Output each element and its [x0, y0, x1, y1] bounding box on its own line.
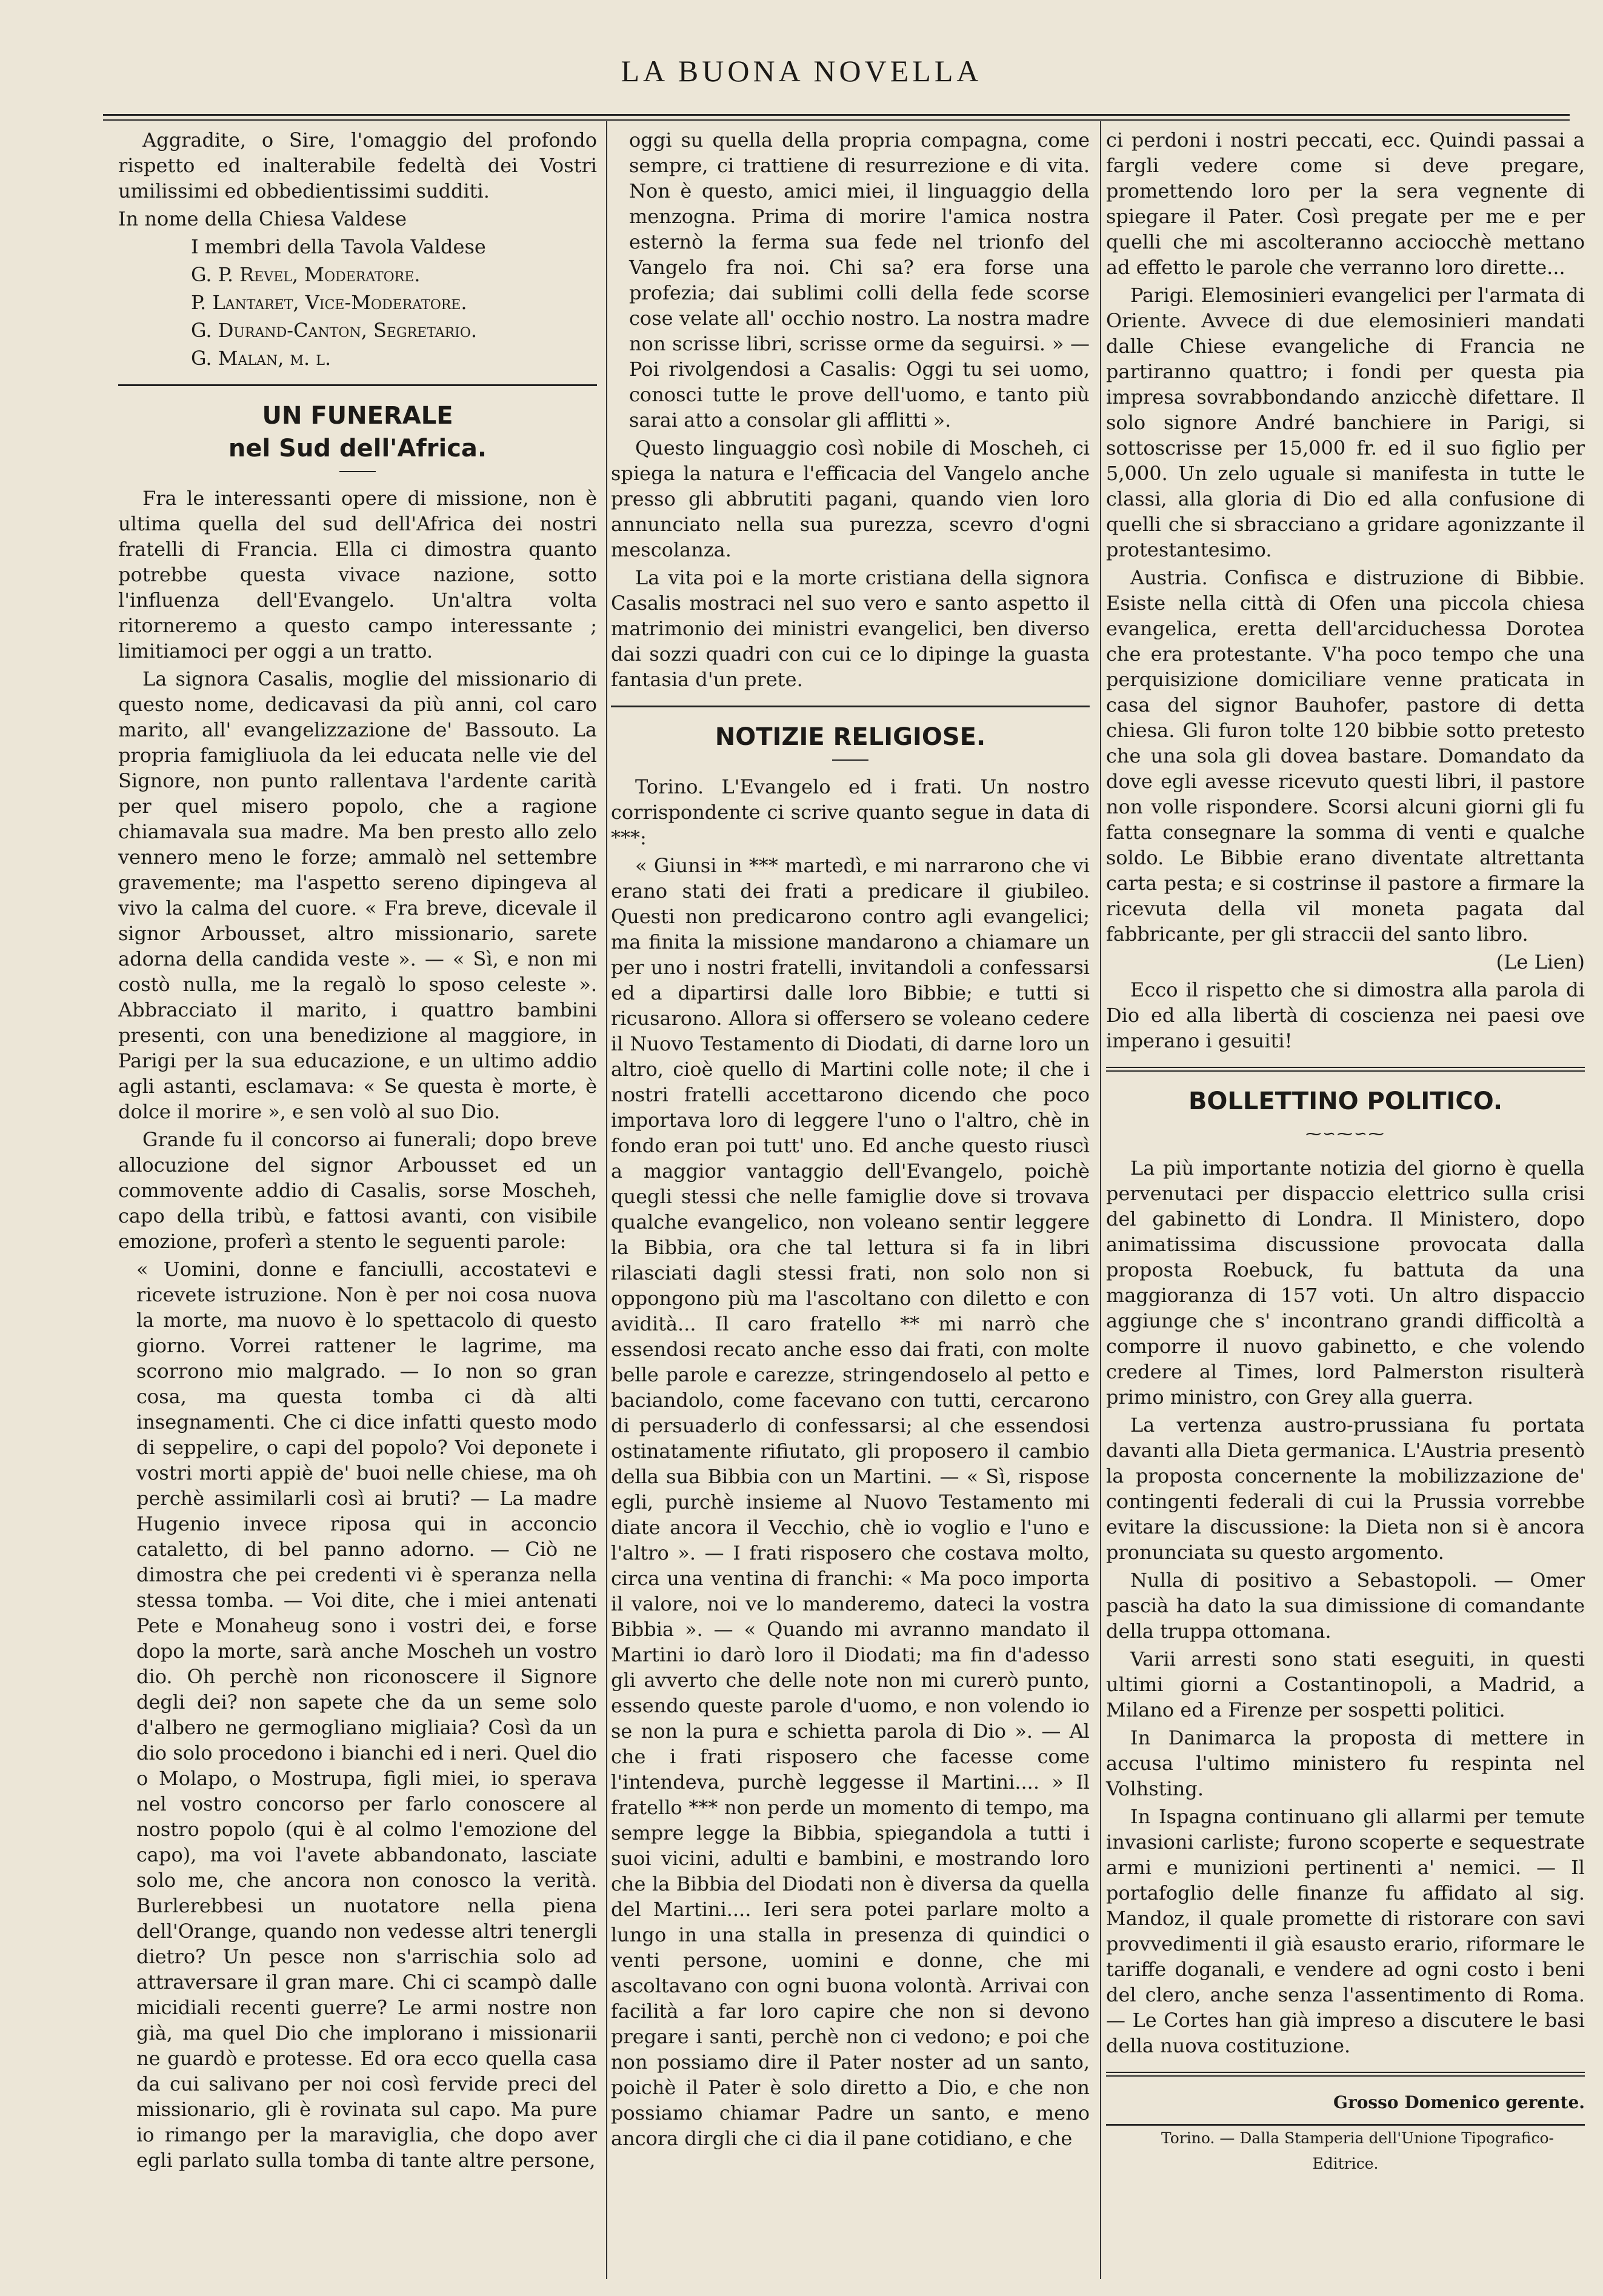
paragraph: Questo linguaggio così nobile di Moscheh, ci spiega la natura e l'efficacia del Vangelo anche presso gli abbrutiti pagani, quando vien loro annunciato nella sua purezza, scevro d'ogni mescolanza. [611, 436, 1090, 561]
paragraph: Austria. Confisca e distruzione di Bibbie. Esiste nella città di Ofen una piccola chiesa evangelica, eretta dell'arciduchessa Dorotea che era protestante. V'ha poco tempo che una perquisizione domiciliare venne praticata in casa del signor Bauhofer, pastore di detta chiesa. Gli furon tolte 120 bibbie sotto pretesto che una sola gli dovea bastare. Domandato da dove egli avesse ricevuto questi libri, il pastore non volle rispondere. Scorsi alcuni giorni gli fu fatta consegnare la somma di venti e qualche soldo. Le Bibbie erano diventate altrettanta carta pesta; e si costrinse il pastore a firmare la ricevuta della vil moneta pagata dal fabbricante, per gli straccii del santo libro. [1106, 566, 1585, 946]
signature-line: I membri della Tavola Valdese [191, 235, 486, 258]
column-divider [1100, 121, 1101, 2279]
paragraph: Varii arresti sono stati eseguiti, in questi ultimi giorni a Costantinopoli, a Madrid, a Milano ed a Firenze per sospetti politici. [1106, 1647, 1585, 1721]
short-rule [339, 471, 376, 472]
column-1 [118, 127, 597, 2175]
top-rule [103, 114, 1570, 121]
short-rule [832, 759, 868, 761]
paragraph: « Giunsi in *** martedì, e mi narrarono che vi erano stati dei frati a predicare il giubileo. Questi non predicarono contro agli evangelici; ma finita la missione mandarono a chiamare un per uno i nostri fratelli, invitandoli a confessarsi ed a dipartirsi dalle loro Bibbie; e tutti si ricusarono. Allora si offersero se voleano cedere il Nuovo Testamento di Diodati, di darne loro un altro, cioè quello di Martini colle note; il che i nostri fratelli accettarono dicendo che poco importava loro di leggere l'uno o l'altro, chè in fondo eran poi tutt' uno. Ed anche questo riuscì a maggior vantaggio dell'Evangelo, poichè quegli stessi che nelle famiglie dove si trovava qualche evangelico, non voleano sentir leggere la Bibbia, ora che tal lettura si fa in libri rilasciati dagli stessi frati, non solo non si oppongono più ma l'ascoltano con diletto e con avidità... Il caro fratello ** mi narrò che essendosi recato anche esso dai frati, con molte belle parole e carezze, stringendoselo al petto e baciandolo, come facevano con tutti, cercarono di persuaderlo di confessarsi; al che essendosi ostinatamente rifiutato, gli proposero il cambio della sua Bibbia con un Martini. — « Sì, rispose egli, purchè insieme al Nuovo Testamento mi diate ancora il Vecchio, chè io voglio e l'uno e l'altro ». — I frati risposero che costava molto, circa una ventina di franchi: « Ma poco importa il valore, noi ve lo manderemo, dateci la vostra Bibbia ». — « Quando mi avranno mandato il Martini io darò loro il Diodati; ma fin d'adesso gli avverto che delle note non mi curerò punto, essendo queste parole d'uomo, e non volendo io se non la pura e schietta parola di Dio ». — Al che i frati risposero che facesse come l'intendeva, purchè leggesse il Martini.... » Il fratello *** non perde un momento di tempo, ma sempre legge la Bibbia, spiegandola a tutti i suoi vicini, adulti e bambini, e mostrando loro che la Bibbia del Diodati non è diversa da quella del Martini.... Ieri sera potei parlare molto a lungo in una stalla in presenza di quindici o venti persone, uomini e donne, che mi ascoltavano con ogni buona volontà. Arrivai con facilità a far loro capire che non si devono pregare i santi, perchè non ci vedono; e poi che non possiamo dire il Pater noster ad un santo, poichè il Pater è solo diretto a Dio, e che non possiamo chiamar Padre un santo, e meno ancora dirgli che ci dia il pane cotidiano, e che [611, 854, 1090, 2150]
signature-line: G. P. Revel, Moderatore. [191, 263, 421, 286]
source-credit: (Le Lien) [1496, 950, 1585, 973]
paragraph: Torino. L'Evangelo ed i frati. Un nostro corrispondente ci scrive quanto segue in data di ***: [611, 775, 1090, 849]
section-rule [611, 706, 1090, 707]
address-closing: Aggradite, o Sire, l'omaggio del profondo rispetto ed inalterabile fedeltà dei Vostri umilissimi ed obbedientissimi sudditi. [118, 128, 597, 202]
column-3 [1106, 127, 1585, 2179]
paragraph: La signora Casalis, moglie del missionario di questo nome, dedicavasi da più anni, col caro marito, all' evangelizzazione de' Bassouto. La propria famigliuola da lei educata nelle vie del Signore, non punto rallentava l'ardente carità per quel misero popolo, che a ragione chiamavala sua madre. Ma ben presto allo zelo vennero meno le forze; ammalò nel settembre gravemente; ma l'aspetto sereno dipingeva al vivo la calma del cuore. « Fra breve, dicevale il signor Arbousset, altro missionario, sarete adorna della candida veste ». — « Sì, e non mi costò nulla, me la regalò lo sposo celeste ». Abbracciato il marito, i quattro bambini presenti, con una benedizione al maggiore, in Parigi per la sua educazione, e un ultimo addio agli astanti, esclamava: « Se questa è morte, è dolce il morire », e sen volò al suo Dio. [118, 667, 597, 1123]
paragraph: Ecco il rispetto che si dimostra alla parola di Dio ed alla libertà di coscienza nei paesi ove imperano i gesuiti! [1106, 978, 1585, 1052]
paragraph: La vertenza austro-prussiana fu portata davanti alla Dieta germanica. L'Austria presentò la proposta concernente la mobilizzazione de' contingenti federali di cui la Prussia vorrebbe evitare la discussione: la Dieta non si è ancora pronunciata su questo argomento. [1106, 1413, 1585, 1564]
signature-line: G. Malan, m. l. [191, 347, 332, 370]
printer-imprint: Torino. — Dalla Stamperia dell'Unione Tipografico-Editrice. [1161, 2129, 1554, 2172]
column-2 [611, 127, 1090, 2154]
section-rule [118, 384, 597, 386]
signature-line: In nome della Chiesa Valdese [118, 207, 407, 230]
paragraph: La vita poi e la morte cristiana della signora Casalis mostraci nel suo vero e santo aspetto il matrimonio dei ministri evangelici, ben diverso dai sozzi quadri con cui ce lo dipinge la guasta fantasia d'un prete. [611, 566, 1090, 691]
column-divider [606, 121, 607, 2279]
paragraph: In Danimarca la proposta di mettere in accusa l'ultimo ministero fu respinta nel Volhsting. [1106, 1726, 1585, 1800]
ornament: ⁓∽⁓∽⁓ [1305, 1125, 1385, 1143]
paragraph: Grande fu il concorso ai funerali; dopo breve allocuzione del signor Arbousset ed un commovente addio di Casalis, sorse Moscheh, capo della tribù, e fattosi avanti, con visibile emozione, proferì a stento le seguenti parole: [118, 1128, 597, 1253]
paragraph: In Ispagna continuano gli allarmi per temute invasioni carliste; furono scoperte e sequestrate armi e munizioni pertinenti a' nemici. — Il portafoglio delle finanze fu affidato al sig. Mandoz, il quale promette di ristorare con savi provvedimenti il già esausto erario, riformare le tariffe doganali, e vendere ad ogni costo i beni del clero, anche senza l'assentimento di Roma. — Le Cortes han già impreso a discutere le basi della nuova costituzione. [1106, 1805, 1585, 2057]
heading-line: UN FUNERALE [262, 402, 453, 430]
paragraph: Parigi. Elemosinieri evangelici per l'armata di Oriente. Avvece di due elemosinieri mandati dalle Chiese evangeliche di Francia ne partiranno quattro; i fondi per questa pia impresa sovrabbondando anzicchè difettare. Il solo signore André banchiere in Parigi, si sottoscrisse per 15,000 fr. ed il suo figlio per 5,000. Un zelo uguale si manifesta in tutte le classi, alla gloria di Dio ed alla confusione di quelli che si sbracciano a gridare agonizzante il protestantesimo. [1106, 284, 1585, 561]
paragraph: Nulla di positivo a Sebastopoli. — Omer pascià ha dato la sua dimissione di comandante della truppa ottomana. [1106, 1569, 1585, 1643]
paragraph: Fra le interessanti opere di missione, non è ultima quella del sud dell'Africa dei nostri fratelli di Francia. Ella ci dimostra quanto potrebbe questa vivace nazione, sotto l'influenza dell'Evangelo. Un'altra volta ritorneremo a questo campo interessante ; limitiamoci per oggi a un tratto. [118, 487, 597, 662]
signature-line: P. Lantaret, Vice-Moderatore. [191, 291, 467, 314]
quoted-speech: oggi su quella della propria compagna, come sempre, ci trattiene di resurrezione e di vita. Non è questo, amici miei, il linguaggio della menzogna. Prima di morire l'amica nostra esternò la ferma sua fede nel trionfo del Vangelo fra noi. Chi sa? era forse una profezia; dai sublimi colli della fede scorse cose velate all' occhio nostro. La nostra madre non scrisse libri, scrisse orme da seguirsi. » — Poi rivolgendosi a Casalis: Oggi tu sei uomo, conosci tutte le prove dell'uomo, e tanto più sarai atto a consolar gli afflitti ». [629, 128, 1090, 432]
signature-line: G. Durand-Canton, Segretario. [191, 319, 478, 342]
heading-line: nel Sud dell'Africa. [228, 435, 487, 462]
gerente-signature: Grosso Domenico gerente. [1333, 2092, 1585, 2112]
section-rule [1106, 1067, 1585, 1072]
section-heading: BOLLETTINO POLITICO. [1188, 1087, 1503, 1115]
section-rule [1106, 2072, 1585, 2077]
paragraph: La più importante notizia del giorno è quella pervenutaci per dispaccio elettrico sulla crisi del gabinetto di Londra. Il Ministero, dopo animatissima discussione provocata dalla proposta Roebuck, fu battuta da una maggioranza di 157 voti. Un altro dispaccio aggiunge che s' incontrano grandi difficoltà a comporre il nuovo gabinetto, e che volendo credere al Times, lord Palmerston risulterà primo ministro, con Grey alla guerra. [1106, 1156, 1585, 1409]
section-heading: NOTIZIE RELIGIOSE. [715, 723, 986, 751]
masthead: LA BUONA NOVELLA [621, 54, 982, 88]
article-heading [118, 399, 597, 465]
quoted-speech: « Uomini, donne e fanciulli, accostatevi e ricevete istruzione. Non è per noi cosa nuova la morte, ma nuovo è lo spettacolo di questo giorno. Vorrei rattener le lagrime, ma scorrono mio malgrado. — Io non so gran cosa, ma questa tomba ci dà alti insegnamenti. Che ci dice infatti questo modo di seppelire, o capi del popolo? Voi deponete i vostri morti appiè de' buoi nelle chiese, ma oh perchè assimilarli così ai bruti? — La madre Hugenio invece riposa qui in acconcio cataletto, di bel panno adorno. — Ciò ne dimostra che pei credenti vi è speranza nella stessa tomba. — Voi dite, che i miei antenati Pete e Monaheug sono i vostri dei, e forse dopo la morte, sarà anche Moscheh un vostro dio. Oh perchè non riconoscere il Signore degli dei? non sapete che da un seme solo d'albero ne germogliano migliaia? Così da un dio solo procedono i bianchi ed i neri. Quel dio o Molapo, o Mostrupa, figli miei, io sperava nel vostro concorso per farlo conoscere al nostro popolo (qui è al colmo l'emozione del capo), ma voi l'avete abbandonato, lasciate solo me, che ancora non conosco la verità. Burlerebbesi un nuotatore nella piena dell'Orange, quando non vedesse altri tenergli dietro? Un pesce non s'arrischia solo ad attraversare il gran mare. Chi ci scampò dalle micidiali recenti guerre? Le armi nostre non già, ma quel Dio che implorano i missionarii ne guardò e protesse. Ed ora ecco quella casa da cui salivano per noi così fervide preci del missionario, gli è rovinata sul capo. Ma pure io rimango per la maraviglia, che dopo aver egli parlato sulla tomba di tante altre persone, [136, 1258, 597, 2172]
paragraph: ci perdoni i nostri peccati, ecc. Quindi passai a fargli vedere come si deve pregare, promettendo loro per la sera vegnente di spiegare il Pater. Così pregate per me e per quelli che mi ascolteranno acciocchè mettano ad effetto le parole che verranno loro dirette... [1106, 128, 1585, 279]
